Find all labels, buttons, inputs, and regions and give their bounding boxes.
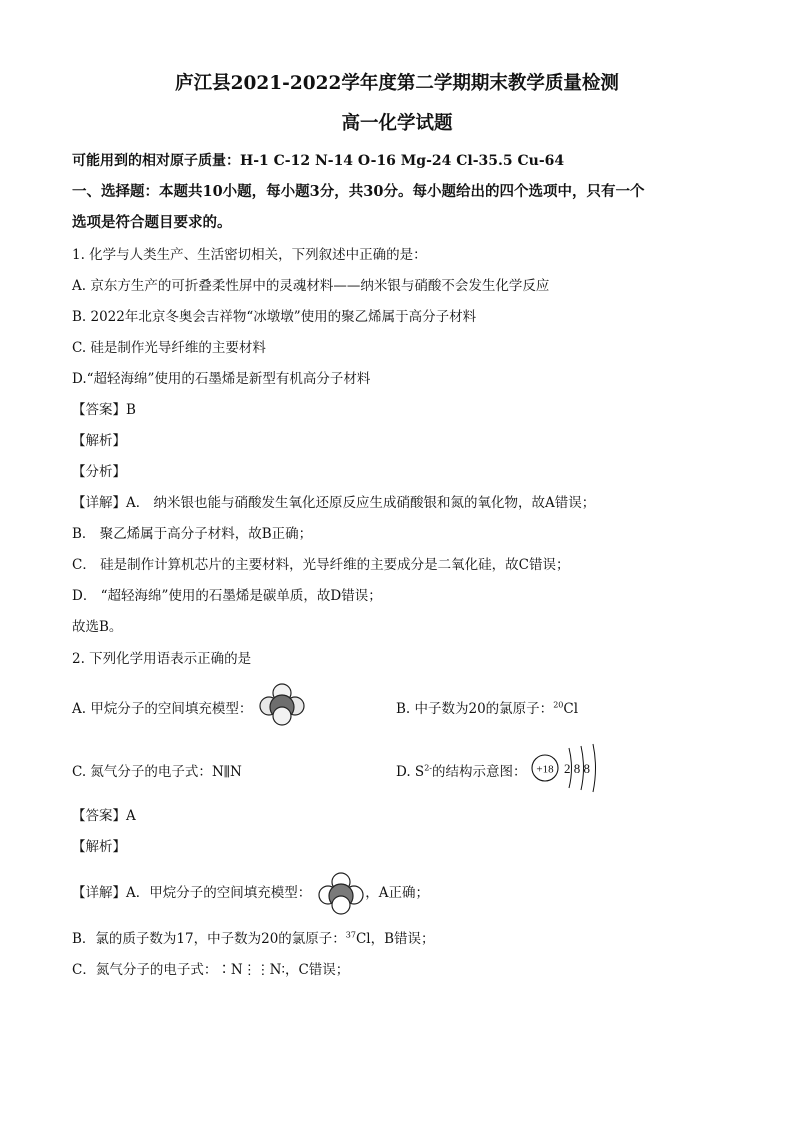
q2-option-c bbox=[72, 760, 242, 780]
methane-model-icon bbox=[258, 682, 306, 726]
q2-answer: 【答案】A bbox=[72, 808, 136, 824]
q1-option-a: A. 京东方生产的可折叠柔性屏中的灵魂材料——纳米银与硝酸不会发生化学反应 bbox=[72, 278, 550, 294]
q2-detail-b bbox=[72, 930, 435, 948]
page-title: 庐江县2021-2022学年度第二学期期末教学质量检测 bbox=[175, 73, 619, 94]
sulfide-ion-structure-icon bbox=[530, 742, 604, 796]
q1-option-d: D.“超轻海绵”使用的石墨烯是新型有机高分子材料 bbox=[72, 371, 371, 387]
q2-option-d bbox=[396, 760, 526, 780]
q2-analysis-label: 【解析】 bbox=[72, 839, 126, 855]
q1-option-c: C. 硅是制作光导纤维的主要材料 bbox=[72, 340, 266, 356]
q1-answer: 【答案】B bbox=[72, 402, 136, 418]
q2-option-a-text: A. 甲烷分子的空间填充模型： bbox=[72, 701, 253, 717]
atomic-masses-line: 可能用到的相对原子质量：H-1 C-12 N-14 O-16 Mg-24 Cl-35.5 Cu-64 bbox=[72, 153, 565, 169]
methane-model-icon-detail bbox=[318, 871, 364, 915]
q2-option-b-mass-number: 20 bbox=[553, 700, 564, 710]
q2-option-b bbox=[396, 697, 578, 717]
q2-option-d-prefix: D. S bbox=[396, 764, 425, 780]
q1-detail-c: C． 硅是制作计算机芯片的主要材料，光导纤维的主要成分是二氧化硅，故C错误； bbox=[72, 557, 570, 573]
q1-fenxi-label: 【分析】 bbox=[72, 464, 126, 480]
q2-option-c-formula: N⫼N bbox=[211, 764, 242, 780]
q1-analysis-label: 【解析】 bbox=[72, 433, 126, 449]
electron-shells-label: 2 8 8 bbox=[564, 761, 590, 776]
q2-detail-c: C．氮气分子的电子式：∶N⋮⋮N∶，C错误； bbox=[72, 962, 350, 978]
q1-detail-a: 【详解】A． 纳米银也能与硝酸发生氧化还原反应生成硝酸银和氮的氧化物，故A错误； bbox=[72, 495, 596, 511]
q2-option-d-suffix: 的结构示意图： bbox=[431, 764, 527, 780]
q1-conclusion: 故选B。 bbox=[72, 619, 123, 635]
q2-stem: 2. 下列化学用语表示正确的是 bbox=[72, 651, 252, 667]
q2-detail-b-element: Cl bbox=[355, 931, 371, 947]
q1-stem: 1. 化学与人类生产、生活密切相关，下列叙述中正确的是： bbox=[72, 247, 427, 263]
q2-detail-b-suffix: ，B错误； bbox=[370, 931, 435, 947]
q2-option-c-text: C. 氮气分子的电子式： bbox=[72, 764, 212, 780]
section-heading-line2: 选项是符合题目要求的。 bbox=[72, 214, 232, 231]
q2-detail-a-suffix: ，A正确； bbox=[365, 885, 429, 901]
q1-detail-d: D． “超轻海绵”使用的石墨烯是碳单质，故D错误； bbox=[72, 588, 382, 604]
q2-option-d-charge: 2- bbox=[424, 763, 432, 773]
q2-detail-b-prefix: B．氯的质子数为17，中子数为20的氯原子： bbox=[72, 931, 346, 947]
q2-option-a bbox=[72, 697, 252, 717]
q1-detail-b: B． 聚乙烯属于高分子材料，故B正确； bbox=[72, 526, 313, 542]
q2-detail-b-mass-number: 37 bbox=[345, 930, 356, 940]
q2-option-b-element: Cl bbox=[563, 701, 579, 717]
q1-option-b: B. 2022年北京冬奥会吉祥物“冰墩墩”使用的聚乙烯属于高分子材料 bbox=[72, 309, 477, 325]
nucleus-charge-label: +18 bbox=[536, 763, 554, 776]
page-subtitle: 高一化学试题 bbox=[341, 113, 453, 134]
q2-detail-a bbox=[72, 884, 429, 902]
q2-detail-a-prefix: 【详解】A．甲烷分子的空间填充模型： bbox=[72, 885, 312, 901]
q2-option-b-text: B. 中子数为20的氯原子： bbox=[396, 701, 554, 717]
section-heading-line1: 一、选择题：本题共10小题，每小题3分，共30分。每小题给出的四个选项中，只有一个 bbox=[72, 183, 645, 200]
